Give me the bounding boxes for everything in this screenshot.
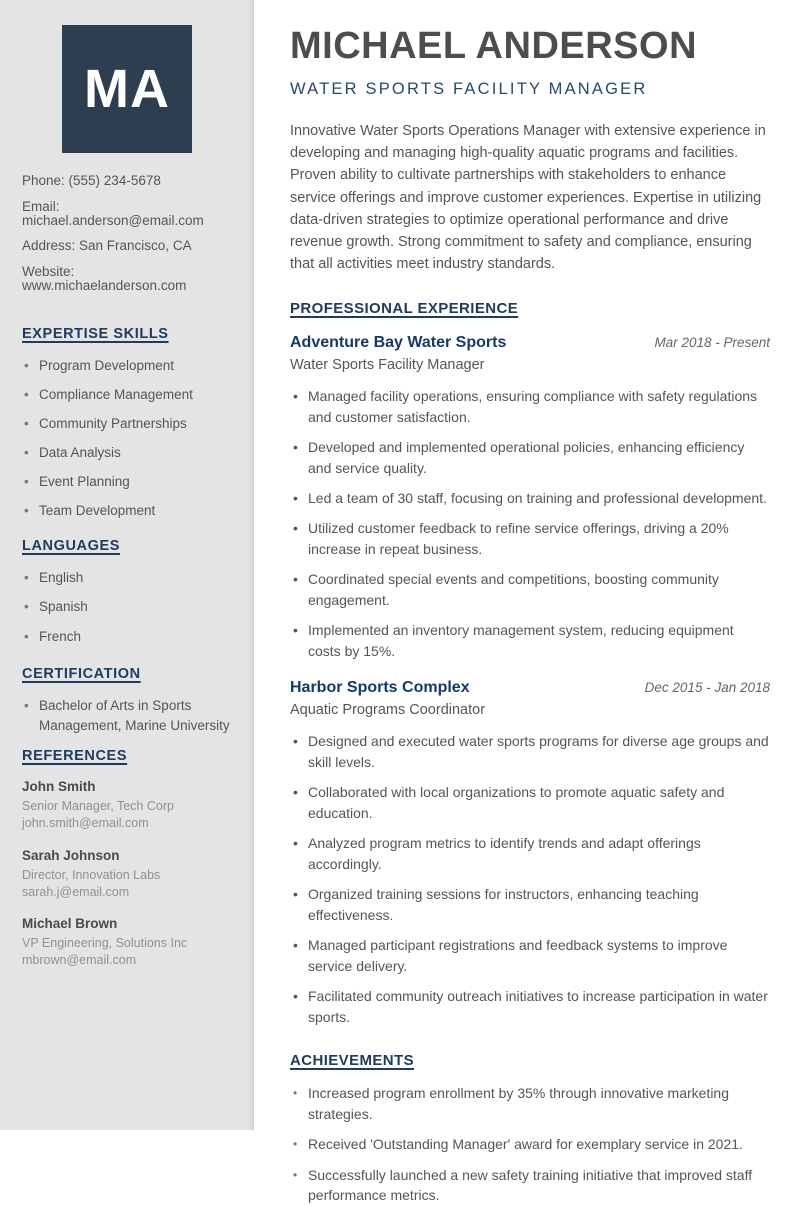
skills-list: [22, 356, 232, 521]
references-heading: REFERENCES: [22, 748, 128, 765]
skill-item: • Community Partnerships: [22, 414, 232, 434]
contact-address: Address: San Francisco, CA: [22, 238, 192, 253]
job-bullet: • Collaborated with local organizations to promote aquatic safety and education.: [290, 782, 770, 824]
contact-email: Email: michael.anderson@email.com: [22, 198, 204, 228]
candidate-name: MICHAEL ANDERSON: [290, 25, 698, 67]
job-bullet: • Utilized customer feedback to refine service offerings, driving a 20% increase in repeat business.: [290, 518, 770, 560]
candidate-title: WATER SPORTS FACILITY MANAGER: [290, 79, 648, 98]
achievement-item: • Received 'Outstanding Manager' award for exemplary service in 2021.: [290, 1134, 770, 1155]
language-item: • Spanish: [22, 597, 232, 617]
job-bullet-list: [290, 386, 770, 662]
skills-heading: EXPERTISE SKILLS: [22, 325, 169, 342]
reference-name: Sarah Johnson: [22, 847, 120, 863]
languages-heading: LANGUAGES: [22, 538, 121, 555]
job-bullet: • Coordinated special events and competitions, boosting community engagement.: [290, 569, 770, 611]
certification-section: [22, 666, 232, 735]
skill-item: • Event Planning: [22, 472, 232, 492]
job-header: [290, 679, 770, 697]
company-name: Harbor Sports Complex: [290, 679, 470, 697]
job-bullet: • Facilitated community outreach initiatives to increase participation in water sports.: [290, 986, 770, 1028]
company-name: Adventure Bay Water Sports: [290, 334, 507, 352]
job-dates: Mar 2018 - Present: [654, 335, 770, 351]
languages-list: [22, 568, 232, 646]
experience-entry: [290, 334, 770, 662]
skill-item: • Program Development: [22, 356, 232, 376]
certification-heading: CERTIFICATION: [22, 666, 141, 683]
achievements-heading: ACHIEVEMENTS: [290, 1052, 414, 1070]
job-bullet-list: [290, 731, 770, 1028]
reference-email: john.smith@email.com: [22, 816, 149, 831]
skill-item: • Team Development: [22, 501, 232, 521]
job-bullet: • Organized training sessions for instructors, enhancing teaching effectiveness.: [290, 884, 770, 926]
reference-email: sarah.j@email.com: [22, 884, 130, 899]
summary-paragraph: Innovative Water Sports Operations Manager with extensive experience in developing and managing high-quality aquatic programs and facilities. Proven ability to cultivate partnerships with stakeholders to enhance service offerings and improve customer experiences. Expertise in utilizing data-driven strategies to optimize operational performance and drive revenue growth. Strong commitment to safety and compliance, ensuring that all activities meet industry standards.: [290, 122, 766, 273]
job-bullet: • Developed and implemented operational policies, enhancing efficiency and service quality.: [290, 437, 770, 479]
skill-item: • Data Analysis: [22, 443, 232, 463]
avatar-initials: MA: [84, 59, 170, 119]
achievements-list: [290, 1083, 770, 1206]
reference-role: Senior Manager, Tech Corp: [22, 799, 174, 814]
experience-heading: PROFESSIONAL EXPERIENCE: [290, 300, 519, 318]
job-bullet: • Managed participant registrations and feedback systems to improve service delivery.: [290, 935, 770, 977]
reference-role: VP Engineering, Solutions Inc: [22, 936, 188, 951]
achievement-item: • Increased program enrollment by 35% through innovative marketing strategies.: [290, 1083, 770, 1124]
reference-person: [22, 779, 232, 833]
job-bullet: • Implemented an inventory management system, reducing equipment costs by 15%.: [290, 620, 770, 662]
job-dates: Dec 2015 - Jan 2018: [644, 680, 770, 696]
job-role: Water Sports Facility Manager: [290, 357, 485, 374]
languages-section: [22, 538, 232, 646]
contact-info: [22, 174, 232, 293]
skills-section: [22, 326, 232, 521]
reference-name: John Smith: [22, 779, 96, 795]
reference-email: mbrown@email.com: [22, 953, 137, 968]
reference-name: Michael Brown: [22, 916, 118, 932]
language-item: • French: [22, 627, 232, 647]
job-bullet: • Designed and executed water sports programs for diverse age groups and skill levels.: [290, 731, 770, 773]
job-bullet: • Led a team of 30 staff, focusing on training and professional development.: [290, 488, 770, 509]
reference-role: Director, Innovation Labs: [22, 867, 161, 882]
language-item: • English: [22, 568, 232, 588]
sidebar: [0, 0, 254, 1130]
job-role: Aquatic Programs Coordinator: [290, 702, 486, 719]
certification-list: [22, 696, 232, 735]
contact-phone: Phone: (555) 234-5678: [22, 173, 161, 188]
certification-item: • Bachelor of Arts in Sports Management, Marine University: [22, 696, 232, 735]
job-bullet: • Analyzed program metrics to identify trends and adapt offerings accordingly.: [290, 833, 770, 875]
experience-entry: [290, 679, 770, 1028]
main-content: [254, 0, 800, 1204]
reference-person: [22, 916, 232, 970]
job-bullet: • Managed facility operations, ensuring compliance with safety regulations and customer satisfaction.: [290, 386, 770, 428]
references-section: [22, 748, 232, 970]
skill-item: • Compliance Management: [22, 385, 232, 405]
reference-person: [22, 848, 232, 902]
job-header: [290, 334, 770, 352]
avatar: [62, 25, 192, 153]
contact-website: Website: www.michaelanderson.com: [22, 263, 187, 293]
achievement-item: • Successfully launched a new safety training initiative that improved staff performance metrics.: [290, 1165, 770, 1206]
